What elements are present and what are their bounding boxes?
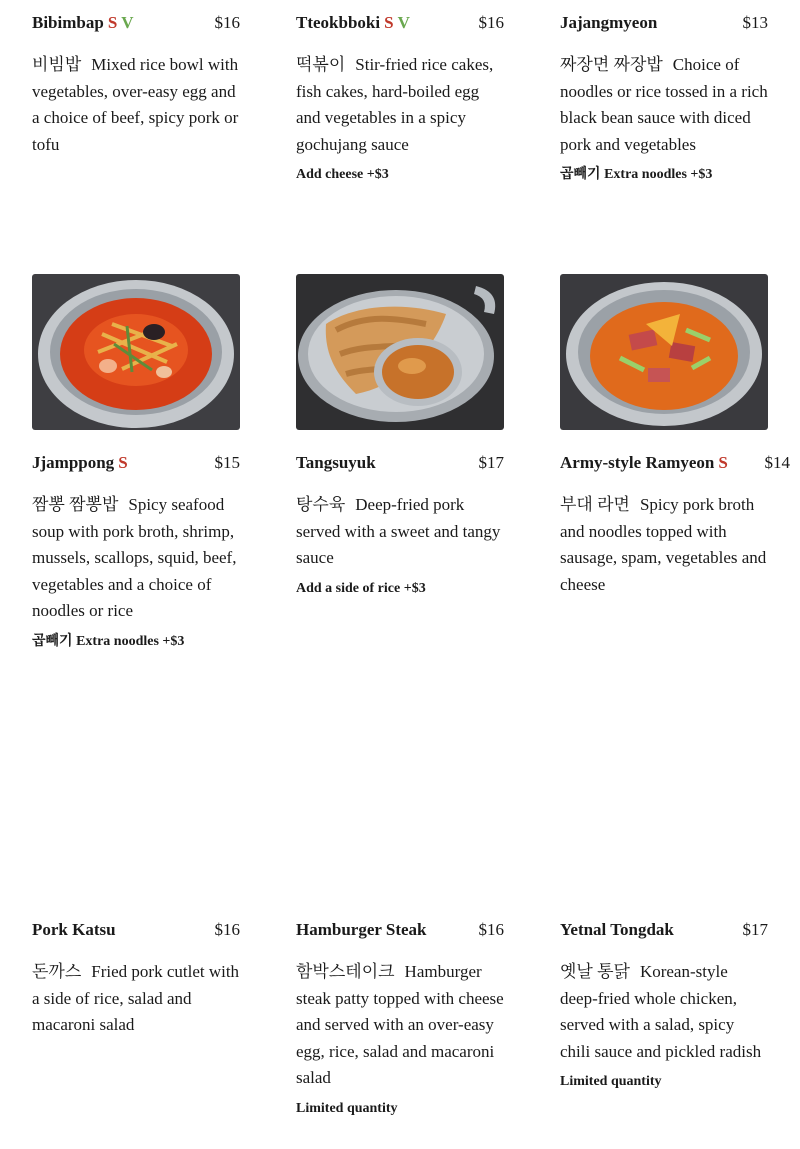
item-description: Choice of noodles or rice tossed in a rich black bean sauce with diced pork and vegetables bbox=[560, 55, 768, 154]
item-name: Yetnal Tongdak bbox=[560, 920, 674, 939]
item-description: Hamburger steak patty topped with cheese and served with an over-easy egg, rice, salad and macaroni salad bbox=[296, 962, 504, 1088]
menu-item-bibimbap bbox=[32, 11, 240, 158]
menu-item-jajangmyeon bbox=[560, 11, 768, 185]
spicy-badge: S bbox=[718, 453, 728, 472]
item-name: Bibimbap bbox=[32, 13, 104, 32]
item-note: Limited quantity bbox=[296, 1100, 398, 1116]
item-price: $15 bbox=[214, 453, 240, 472]
item-price: $16 bbox=[478, 13, 504, 32]
vegetarian-badge: V bbox=[121, 13, 134, 32]
item-note: Extra noodles +$3 bbox=[76, 633, 185, 649]
tangsuyuk-photo bbox=[296, 274, 504, 430]
item-description: Deep-fried pork served with a sweet and tangy sauce bbox=[296, 495, 501, 568]
item-name: Jjamppong bbox=[32, 453, 115, 472]
item-price: $16 bbox=[214, 13, 240, 32]
menu-item-tangsuyuk bbox=[296, 274, 504, 599]
item-korean-name: 짬뽕 짬뽕밥 bbox=[32, 495, 119, 514]
item-name: Army-style Ramyeon bbox=[560, 453, 715, 472]
menu-item-tteokbboki bbox=[296, 11, 504, 185]
item-note: Add cheese +$3 bbox=[296, 167, 389, 183]
army-ramyeon-photo bbox=[560, 274, 768, 430]
item-description: Stir-fried rice cakes, fish cakes, hard-boiled egg and vegetables in a spicy gochujang sauce bbox=[296, 55, 494, 154]
item-price: $16 bbox=[478, 920, 504, 939]
item-name: Pork Katsu bbox=[32, 920, 116, 939]
item-korean-name: 탕수육 bbox=[296, 495, 346, 514]
item-price: $13 bbox=[742, 13, 768, 32]
item-name: Jajangmyeon bbox=[560, 13, 658, 32]
menu-item-pork-katsu bbox=[32, 918, 240, 1039]
item-price: $17 bbox=[742, 920, 768, 939]
item-note: Add a side of rice +$3 bbox=[296, 580, 426, 596]
item-korean-name: 부대 라면 bbox=[560, 495, 630, 514]
jjamppong-photo bbox=[32, 274, 240, 430]
menu-item-yetnal-tongdak bbox=[560, 918, 768, 1092]
item-korean-name: 비빔밥 bbox=[32, 55, 82, 74]
item-note: Limited quantity bbox=[560, 1074, 662, 1090]
menu-item-hamburger-steak bbox=[296, 918, 504, 1119]
item-description: Korean-style deep-fried whole chicken, served with a salad, spicy chili sauce and pickled radish bbox=[560, 962, 762, 1061]
item-note-korean: 곱빼기 bbox=[560, 167, 601, 183]
item-korean-name: 옛날 통닭 bbox=[560, 962, 630, 981]
item-name: Tangsuyuk bbox=[296, 453, 376, 472]
item-description: Spicy pork broth and noodles topped with sausage, spam, vegetables and cheese bbox=[560, 495, 767, 594]
spicy-badge: S bbox=[107, 13, 118, 32]
spicy-badge: S bbox=[118, 453, 128, 472]
spicy-badge: S bbox=[384, 13, 394, 32]
item-price: $16 bbox=[214, 920, 240, 939]
item-korean-name: 함박스테이크 bbox=[296, 962, 395, 981]
item-name: Hamburger Steak bbox=[296, 920, 427, 939]
item-note-korean: 곱빼기 bbox=[32, 633, 73, 649]
item-korean-name: 떡볶이 bbox=[296, 55, 346, 74]
item-name: Tteokbboki bbox=[296, 13, 381, 32]
vegetarian-badge: V bbox=[397, 13, 410, 32]
item-description: Mixed rice bowl with vegetables, over-easy egg and a choice of beef, spicy pork or tofu bbox=[32, 55, 239, 154]
item-price: $14 bbox=[764, 453, 790, 472]
item-description: Fried pork cutlet with a side of rice, salad and macaroni salad bbox=[32, 962, 240, 1035]
item-description: Spicy seafood soup with pork broth, shrimp, mussels, scallops, squid, beef, vegetables and a choice of noodles or rice bbox=[32, 495, 237, 621]
menu-item-jjamppong bbox=[32, 274, 240, 652]
item-price: $17 bbox=[478, 453, 504, 472]
item-korean-name: 짜장면 짜장밥 bbox=[560, 55, 663, 74]
item-note: Extra noodles +$3 bbox=[604, 167, 713, 183]
menu-item-army-style-ramyeon bbox=[560, 274, 790, 598]
item-korean-name: 돈까스 bbox=[32, 962, 82, 981]
